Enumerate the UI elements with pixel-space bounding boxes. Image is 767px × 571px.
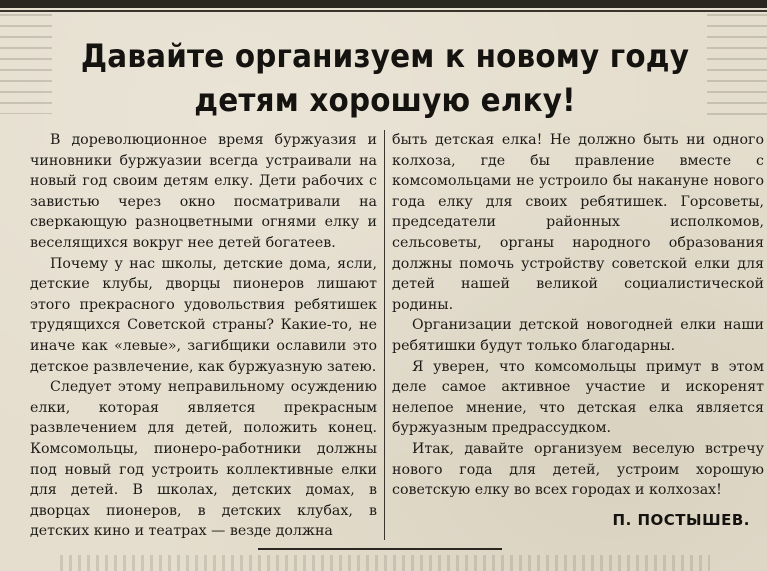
- paragraph: Итак, давайте организуем веселую встречу нового года для детей, устроим хорошую советскую елку во всех городах и колхозах!: [392, 440, 764, 499]
- headline-line-1: Давайте организуем к новому году: [80, 37, 690, 75]
- column-divider: [384, 130, 385, 540]
- headline-line-2: детям хорошую елку!: [194, 81, 576, 119]
- paragraph: Почему у нас школы, детские дома, ясли, детские клубы, дворцы пионеров лишают этого прекрасного удовольствия ребятишек трудящихся Советской страны? Какие-то, не иначе как «левые», загибщики ославили это детское развлечение, как буржуазную затею.: [30, 255, 377, 375]
- paragraph: быть детская елка! Не должно быть ни одного колхоза, где бы правление вместе с комсомольцами не устроило бы накануне нового года елку для своих ребятишек. Горсоветы, председатели районных исполкомов, сельсоветы, органы народного образования должны помочь устройству советской елки для детей нашей великой социалистической родины.: [392, 132, 764, 313]
- paragraph: Следует этому неправильному осуждению елки, которая является прекрасным развлечением для детей, положить конец. Комсомольцы, пионеро-работники должны под новый год устроить коллективные елки для детей. В школах, детских домах, в дворцах пионеров, в детских клубах, в детских кино и театрах — везде должна: [30, 379, 377, 540]
- article-headline: [68, 34, 703, 122]
- article-column-left: [30, 130, 377, 542]
- adjacent-column-bleed-right: [707, 14, 767, 124]
- top-border-rule: [0, 0, 767, 8]
- top-thin-rule: [0, 10, 767, 12]
- paragraph: Я уверен, что комсомольцы примут в этом деле самое активное участие и искоренят нелепое мнение, что детская елка является буржуазным предрассудком.: [392, 358, 764, 437]
- adjacent-column-bleed-left: [0, 14, 52, 114]
- author-signature: П. ПОСТЫШЕВ.: [612, 511, 750, 529]
- paragraph: Организации детской новогодней елки наши ребятишки будут только благодарны.: [392, 317, 764, 354]
- paragraph: В дореволюционное время буржуазия и чиновники буржуазии всегда устраивали на новый год своим детям елку. Дети рабочих с завистью через окно посматривали на сверкающую разноцветными огнями елку и веселящихся вокруг нее детей богатеев.: [30, 132, 377, 251]
- article-column-right: [392, 130, 764, 501]
- article-end-rule: [258, 548, 502, 550]
- adjacent-text-bleed-bottom: [60, 555, 710, 571]
